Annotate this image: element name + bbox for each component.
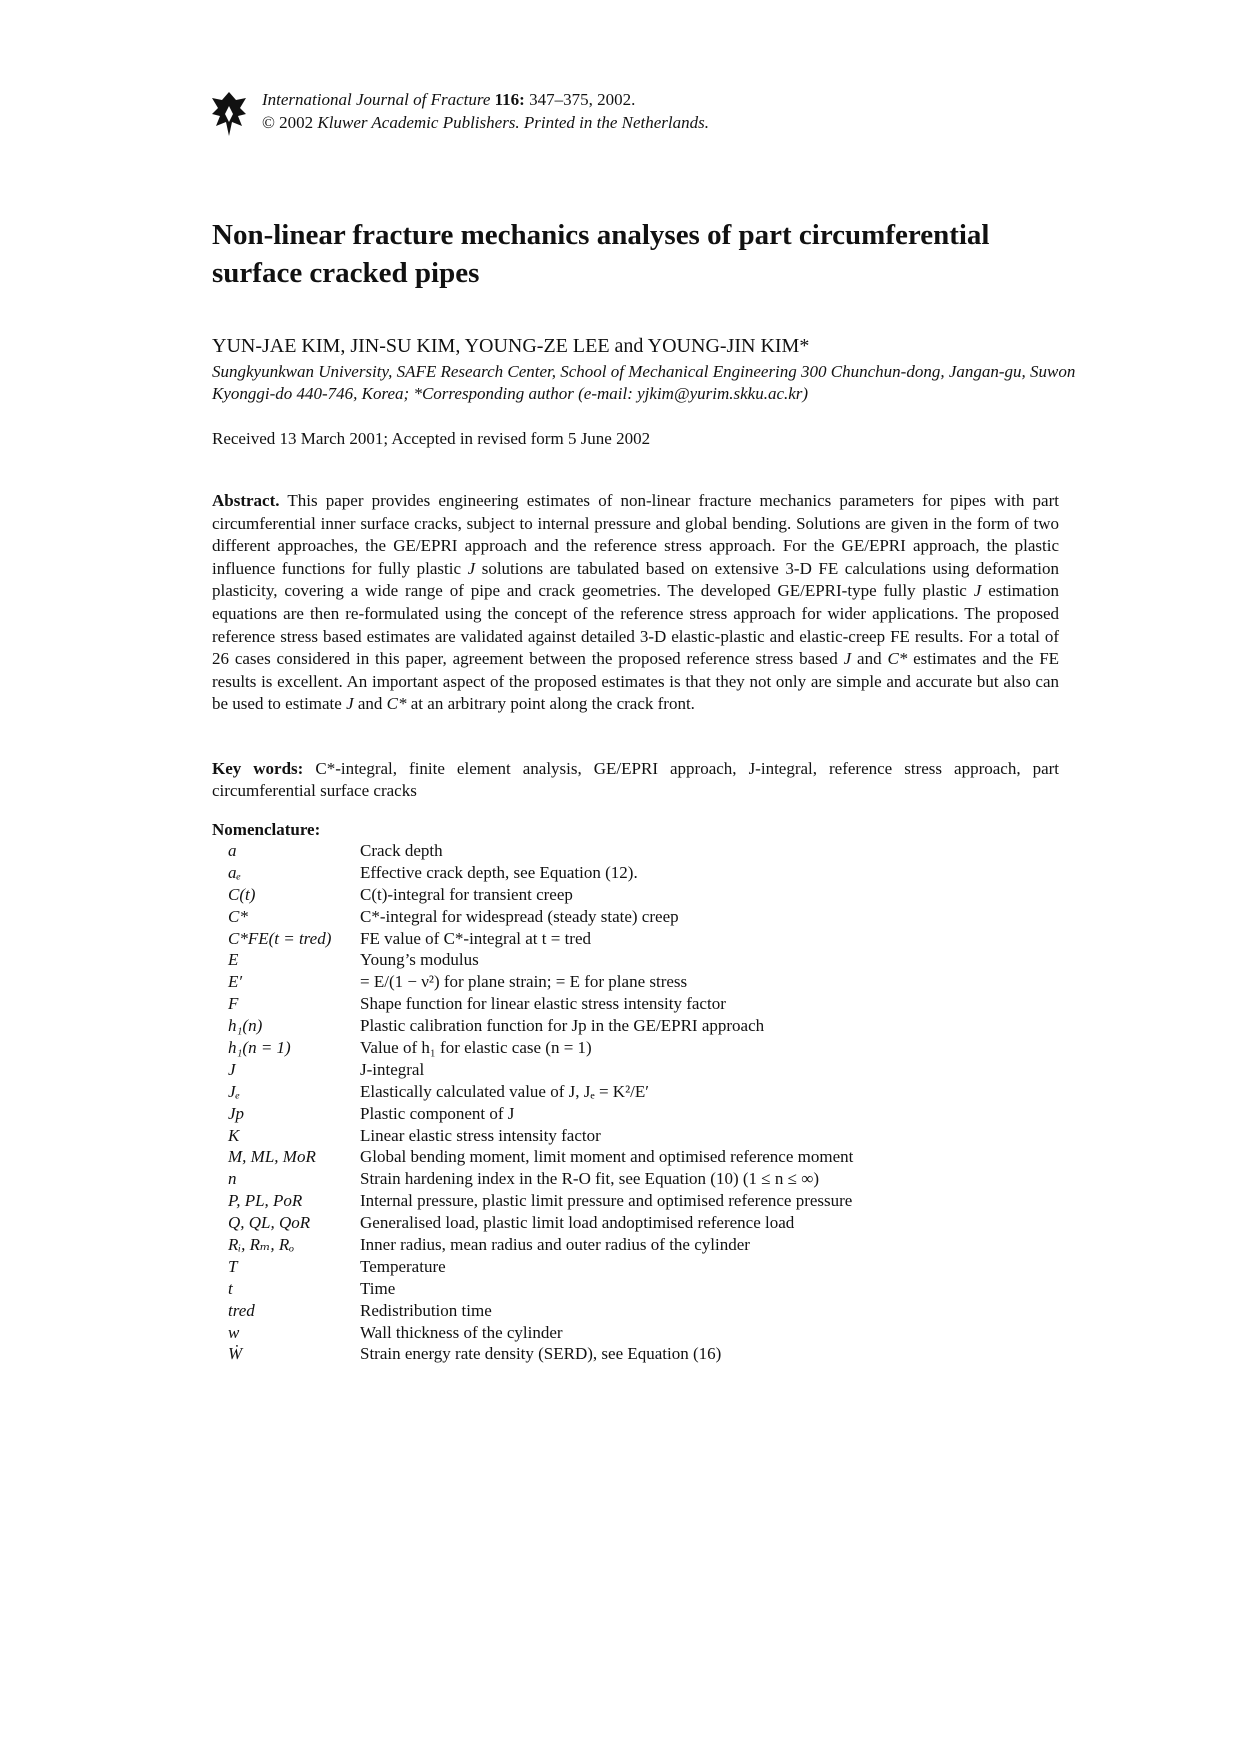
abstract-symbol-cstar-2: C* — [386, 694, 407, 714]
abstract-text-4: estimates and the FE results is excellent. An important aspect of the proposed estimates is that they not only are simple and accurate but also can be used to estimate — [212, 649, 1060, 714]
nomenclature-symbol: E′ — [228, 972, 243, 992]
nomenclature-definition: Shape function for linear elastic stress intensity factor — [360, 994, 726, 1014]
affiliation: Sungkyunkwan University, SAFE Research Center, School of Mechanical Engineering 300 Chunchun-dong, Jangan-gu, Suwon Kyonggi-do 440-746, Korea; *Corresponding author (e-mail: yjkim@yurim.skku.ac.kr) — [212, 362, 1076, 403]
nomenclature-symbol: Rᵢ, Rₘ, Rₒ — [228, 1235, 295, 1255]
nomenclature-definition: Plastic component of J — [360, 1103, 515, 1123]
nomenclature-symbol: w — [228, 1322, 240, 1342]
authors: YUN-JAE KIM, JIN-SU KIM, YOUNG-ZE LEE and YOUNG-JIN KIM* — [212, 335, 810, 357]
nomenclature-heading: Nomenclature: — [212, 820, 321, 839]
abstract-and-2: and — [357, 694, 383, 714]
nomenclature-symbol: tred — [228, 1300, 255, 1320]
journal-volume: 116: — [494, 90, 525, 109]
nomenclature-definition: C*-integral for widespread (steady state) creep — [360, 906, 679, 926]
abstract-symbol-j-3: J — [843, 649, 852, 669]
received-dates: Received 13 March 2001; Accepted in revised form 5 June 2002 — [212, 429, 651, 448]
nomenclature-symbol: J — [228, 1059, 236, 1079]
nomenclature-row — [228, 1322, 1068, 1344]
abstract-label: Abstract. — [212, 491, 280, 510]
nomenclature-definition: Wall thickness of the cylinder — [360, 1322, 563, 1342]
nomenclature-definition: Value of h₁ for elastic case (n = 1) — [360, 1038, 592, 1058]
nomenclature-symbol: a — [228, 841, 237, 860]
nomenclature-symbol: h₁(n = 1) — [228, 1038, 291, 1058]
copyright-year: 2002 — [279, 113, 314, 132]
nomenclature-definition: Plastic calibration function for Jp in the GE/EPRI approach — [360, 1016, 765, 1036]
nomenclature-definition: Time — [360, 1278, 396, 1298]
nomenclature-row — [228, 840, 1068, 862]
keywords-label: Key words: — [212, 759, 304, 778]
nomenclature-row — [228, 1343, 1068, 1365]
nomenclature-row — [228, 1212, 1068, 1234]
nomenclature-definition: Inner radius, mean radius and outer radius of the cylinder — [360, 1235, 750, 1255]
nomenclature-definition: Temperature — [360, 1256, 446, 1276]
abstract-text-5: at an arbitrary point along the crack front. — [410, 694, 695, 714]
abstract-text-2: solutions are tabulated based on extensive 3-D FE calculations using deformation plasticity, covering a wide range of pipe and crack geometries. The developed GE/EPRI-type fully plastic — [212, 558, 1060, 601]
copyright-symbol: © — [262, 113, 275, 132]
nomenclature-row — [228, 1300, 1068, 1322]
nomenclature-definition: Internal pressure, plastic limit pressure and optimised reference pressure — [360, 1191, 853, 1211]
nomenclature-symbol: Jp — [228, 1103, 245, 1123]
abstract-text-3: estimation equations are then re-formulated using the concept of the reference stress approach for wider applications. The proposed reference stress based estimates are validated against detailed 3-D elastic-plastic and elastic-creep FE results. For a total of 26 cases considered in this paper, agreement between the proposed reference stress based — [212, 581, 1060, 669]
nomenclature-row — [228, 1103, 1068, 1125]
publisher-name: Kluwer Academic Publishers. — [317, 113, 520, 132]
nomenclature-row — [228, 1256, 1068, 1278]
nomenclature-row — [228, 971, 1068, 993]
nomenclature-definition: Linear elastic stress intensity factor — [360, 1125, 601, 1145]
nomenclature-definition: FE value of C*-integral at t = tred — [360, 928, 591, 948]
nomenclature-row — [228, 1146, 1068, 1168]
nomenclature-symbol: M, ML, MoR — [228, 1147, 316, 1167]
nomenclature-definition: Crack depth — [360, 841, 443, 860]
nomenclature-definition: Effective crack depth, see Equation (12). — [360, 862, 638, 882]
nomenclature-symbol: E — [228, 950, 239, 970]
nomenclature-row — [228, 884, 1068, 906]
nomenclature-symbol: C* — [228, 906, 248, 926]
nomenclature-row — [228, 1190, 1068, 1212]
nomenclature-row — [228, 949, 1068, 971]
nomenclature-definition: Strain energy rate density (SERD), see Equation (16) — [360, 1344, 722, 1364]
nomenclature-symbol: K — [228, 1125, 240, 1145]
journal-name: International Journal of Fracture — [262, 90, 491, 109]
nomenclature-definition: Redistribution time — [360, 1300, 492, 1320]
nomenclature-symbol: Q, QL, QoR — [228, 1213, 311, 1233]
nomenclature-definition: Young’s modulus — [360, 950, 479, 970]
nomenclature-row — [228, 1168, 1068, 1190]
paper-title: Non-linear fracture mechanics analyses of part circumferential surface cracked pipes — [212, 219, 990, 289]
nomenclature-definition: Global bending moment, limit moment and optimised reference moment — [360, 1147, 854, 1167]
keywords-text-1: C*-integral, finite element analysis, GE/EPRI approach, — [315, 759, 737, 778]
journal-line — [262, 88, 882, 111]
nomenclature-symbol: n — [228, 1169, 237, 1189]
copyright-line — [262, 111, 882, 134]
abstract-symbol-cstar-1: C* — [887, 649, 908, 669]
nomenclature-row — [228, 928, 1068, 950]
nomenclature-definition: = E/(1 − ν²) for plane strain; = E for plane stress — [360, 972, 688, 992]
nomenclature-row — [228, 1125, 1068, 1147]
publisher-logo-icon — [212, 92, 246, 136]
nomenclature-row — [228, 1015, 1068, 1037]
nomenclature-symbol: aₑ — [228, 862, 241, 882]
nomenclature-symbol: Jₑ — [228, 1081, 241, 1101]
nomenclature-list — [228, 840, 1068, 1365]
nomenclature-definition: Strain hardening index in the R-O fit, see Equation (10) (1 ≤ n ≤ ∞) — [360, 1169, 819, 1189]
nomenclature-definition: Elastically calculated value of J, Jₑ = K²/E′ — [360, 1081, 649, 1101]
nomenclature-symbol: C*FE(t = tred) — [228, 928, 332, 948]
abstract-and-1: and — [857, 649, 882, 669]
abstract-text-1: This paper provides engineering estimates of non-linear fracture mechanics parameters for pipes with part circumferential inner surface cracks, subject to internal pressure and global bending. Solutions are given in the form of two different approaches, the GE/EPRI approach and the reference stress approach. For the GE/EPRI approach, the plastic influence functions for fully plastic — [212, 491, 1059, 578]
nomenclature-row — [228, 1059, 1068, 1081]
abstract — [212, 490, 1059, 716]
nomenclature-row — [228, 862, 1068, 884]
nomenclature-symbol: h₁(n) — [228, 1016, 263, 1036]
nomenclature-row — [228, 1234, 1068, 1256]
abstract-symbol-j-1: J — [467, 558, 476, 578]
nomenclature-symbol: C(t) — [228, 884, 256, 904]
nomenclature-row — [228, 906, 1068, 928]
abstract-symbol-j-2: J — [973, 581, 982, 601]
header-text — [262, 88, 882, 134]
abstract-symbol-j-4: J — [346, 694, 354, 714]
nomenclature-row — [228, 993, 1068, 1015]
nomenclature-symbol: P, PL, PoR — [228, 1191, 303, 1211]
keywords-text-2: J-integral, reference stress approach, part circumferential surface cracks — [212, 759, 1060, 800]
nomenclature-symbol: T — [228, 1256, 238, 1276]
nomenclature-symbol: Ẇ — [228, 1344, 243, 1364]
keywords — [212, 758, 1059, 802]
nomenclature-symbol: F — [228, 994, 239, 1014]
nomenclature-symbol: t — [228, 1278, 233, 1298]
nomenclature-definition: C(t)-integral for transient creep — [360, 884, 573, 904]
journal-pages: 347–375, 2002. — [529, 90, 636, 109]
nomenclature-row — [228, 1037, 1068, 1059]
nomenclature-row — [228, 1278, 1068, 1300]
printed-location: Printed in the Netherlands. — [523, 113, 710, 132]
nomenclature-row — [228, 1081, 1068, 1103]
nomenclature-definition: J-integral — [360, 1059, 425, 1079]
nomenclature-definition: Generalised load, plastic limit load andoptimised reference load — [360, 1213, 795, 1233]
